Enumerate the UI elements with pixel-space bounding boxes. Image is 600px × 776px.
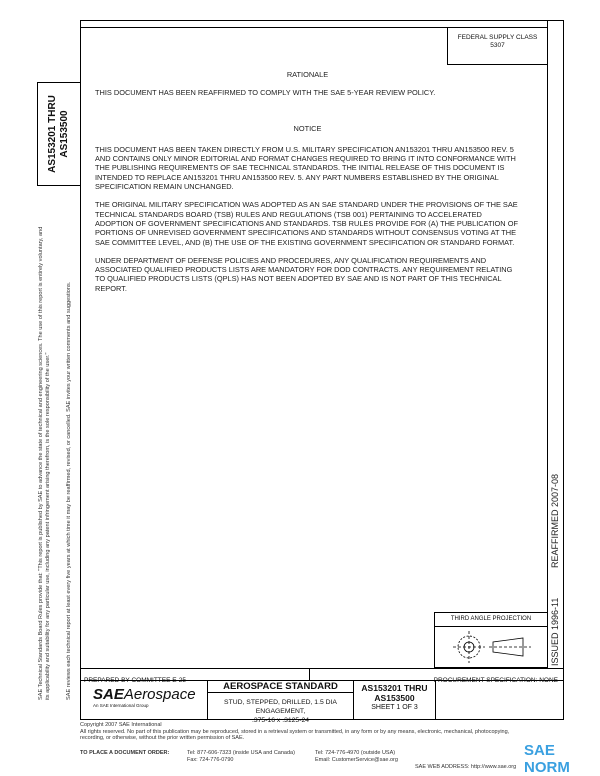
phone-domestic: Tel: 877-606-7323 (inside USA and Canada): [187, 750, 295, 756]
reaffirmed-date: REAFFIRMED 2007-08: [550, 473, 560, 568]
title-cell: [207, 680, 354, 724]
sae-review-note: SAE reviews each technical report at least every five years at which time it may be reaffirmed, revised, or cancelled. SAE invites your written comments and suggestions.: [66, 281, 72, 700]
side-title-line: AS153500: [58, 110, 70, 158]
projection-box: [434, 612, 547, 668]
federal-supply-class: [447, 27, 547, 65]
side-title: [37, 82, 80, 186]
watermark-logo: SAE NORM: [524, 742, 570, 776]
phone-international: Tel: 724-776-4970 (outside USA): [315, 750, 396, 756]
sae-rules-note: SAE Technical Standards Board Rules provide that: "This report is published by SAE to advance the state of technical and engineering sciences. The use of this report is entirely voluntary, and its applicability and suitability for any particular use, including any patent infringement arising therefrom, is the sole responsibility of the user.": [38, 226, 51, 700]
description-line: .375-16 x .3125-24: [251, 717, 310, 724]
fax: Fax: 724-776-0790: [187, 756, 234, 763]
rationale-title: RATIONALE: [286, 70, 329, 79]
fsc-value: 5307: [490, 42, 505, 49]
sheet-number: SHEET 1 OF 3: [371, 704, 418, 711]
doc-number: AS153500: [374, 693, 415, 703]
logo-aerospace: Aerospace: [123, 686, 196, 703]
doc-number-cell: [353, 680, 436, 720]
side-title-line: AS153201 THRU: [46, 95, 58, 173]
notice-paragraph: THE ORIGINAL MILITARY SPECIFICATION WAS ADOPTED AS AN SAE STANDARD UNDER THE PROVISIONS OF THE SAE TECHNICAL STANDARDS BOARD (TSB) RULES AND REGULATIONS (TSB 001) PERTAINING TO ACCELERATED ADOPTION OF GOVERNMENT SPECIFICATIONS AND STANDARDS. TSB RULES PROVIDE FOR (A) THE PUBLICATION OF PORTIONS OF UNREVISED GOVERNMENT SPECIFICATIONS AND STANDARDS WITHOUT CONSENSUS VOTING AT THE SAE COMMITTEE LEVEL, AND (B) THE USE OF THE EXISTING GOVERNMENT SPECIFICATION OR STANDARD FORMAT.: [95, 200, 518, 247]
fsc-label: FEDERAL SUPPLY CLASS: [457, 34, 538, 41]
description-line: STUD, STEPPED, DRILLED, 1.5 DIA ENGAGEMENT,: [224, 699, 337, 715]
footer: [80, 722, 520, 742]
email-link[interactable]: Email: CustomerService@sae.org: [315, 756, 398, 763]
web-address-link[interactable]: SAE WEB ADDRESS: http://www.sae.org: [415, 764, 517, 770]
document-body: [95, 70, 520, 302]
header-line: [80, 27, 547, 28]
notice-paragraph: THIS DOCUMENT HAS BEEN TAKEN DIRECTLY FROM U.S. MILITARY SPECIFICATION AN153201 THRU AN153500 REV. 5 AND CONTAINS ONLY MINOR EDITORIAL AND FORMAT CHANGES REQUIRED TO BRING IT INTO CONFORMANCE WITH THE PUBLISHING REQUIREMENTS OF SAE TECHNICAL STANDARDS. THE INITIAL RELEASE OF THIS DOCUMENT IS INTENDED TO REPLACE AN153201 THRU AN153500 REV. 5. ANY PART NUMBERS ESTABLISHED BY THE ORIGINAL SPECIFICATION REMAIN UNCHANGED.: [95, 144, 516, 192]
notice-title: NOTICE: [293, 123, 322, 133]
issued-date: ISSUED 1996-11: [550, 597, 560, 666]
order-label: TO PLACE A DOCUMENT ORDER:: [80, 750, 170, 756]
rationale-text: THIS DOCUMENT HAS BEEN REAFFIRMED TO COMPLY WITH THE SAE 5-YEAR REVIEW POLICY.: [95, 88, 436, 98]
rights-notice: All rights reserved. No part of this publication may be reproduced, stored in a retrieval system or transmitted, in any form or by any means, electronic, mechanical, photocopying, recording, or otherwise, without the prior written permission of SAE.: [80, 728, 510, 742]
prepared-by: PREPARED BY COMMITTEE E-25: [84, 677, 186, 684]
doc-number: AS153201 THRU: [361, 683, 428, 693]
sae-logo: [80, 680, 208, 720]
notice-paragraph: UNDER DEPARTMENT OF DEFENSE POLICIES AND PROCEDURES, ANY QUALIFICATION REQUIREMENTS AND ASSOCIATED QUALIFIED PRODUCTS LISTS ARE MANDATORY FOR DOD CONTRACTS. ANY REQUIREMENT RELATING TO QUALIFIED PRODUCTS LISTS (QPLS) HAS NOT BEEN ADOPTED BY SAE AND IS NOT PART OF THIS TECHNICAL REPORT.: [95, 255, 513, 293]
third-angle-projection-icon: [435, 627, 547, 667]
logo-subtitle: An SAE International Group: [93, 703, 149, 708]
copyright: Copyright 2007 SAE International: [80, 722, 162, 728]
projection-label: THIRD ANGLE PROJECTION: [435, 613, 547, 627]
document-type: AEROSPACE STANDARD: [208, 681, 353, 693]
frame-divider: [547, 20, 548, 668]
procurement-spec: PROCUREMENT SPECIFICATION: NONE: [433, 677, 558, 684]
logo-sae: SAE: [93, 686, 124, 703]
